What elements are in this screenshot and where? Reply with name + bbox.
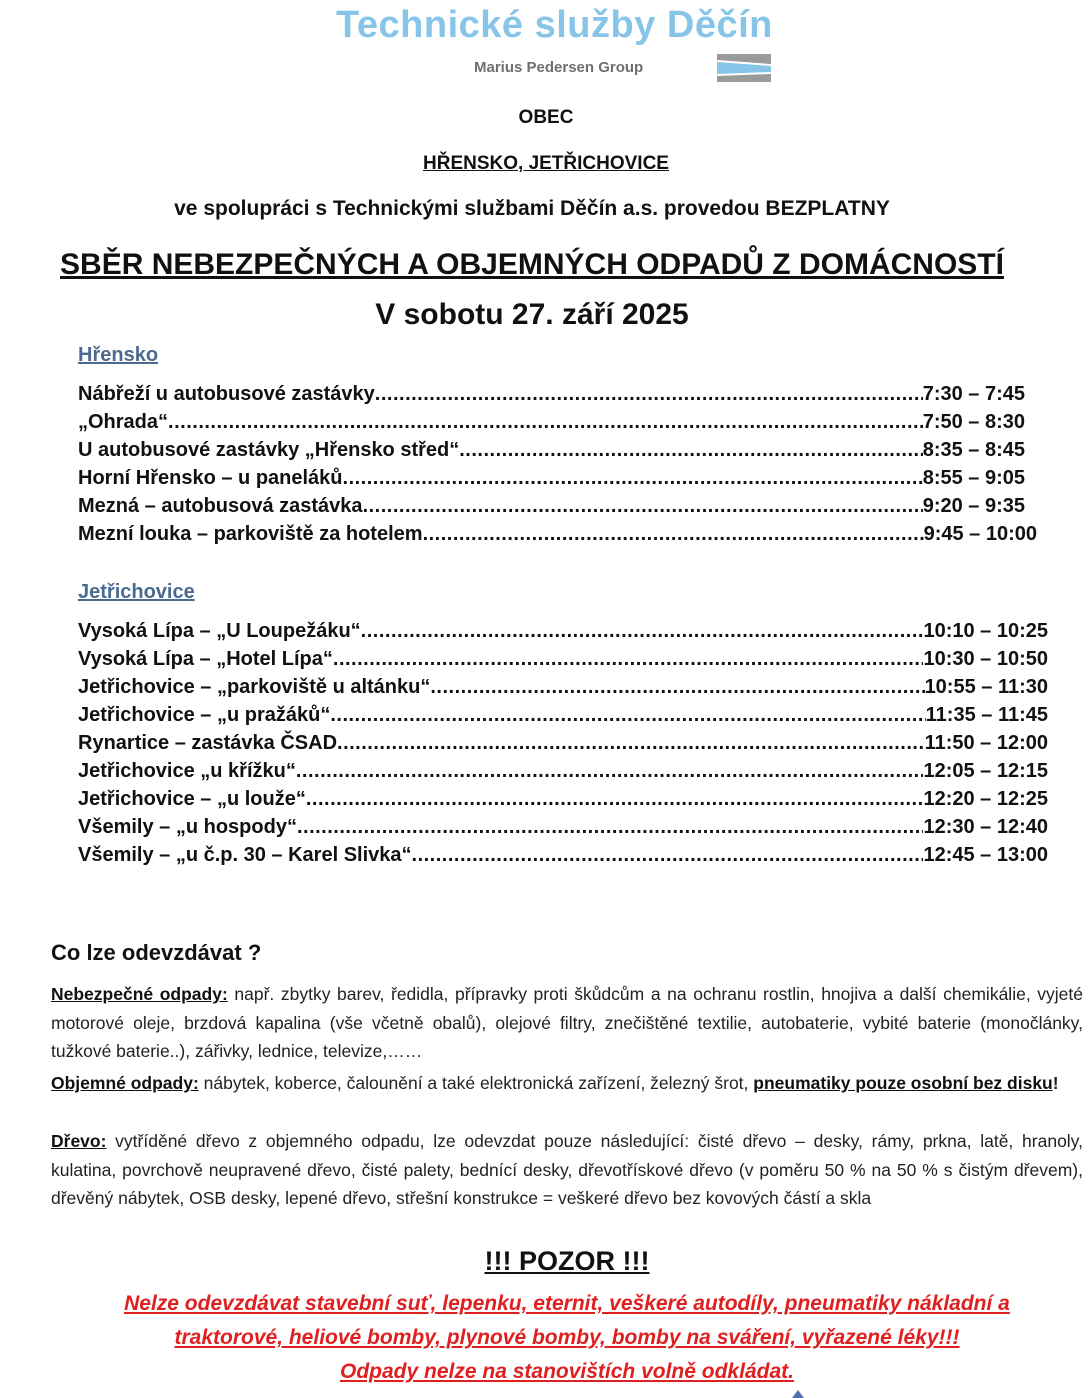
- stop-time: 8:55 – 9:05: [922, 467, 1025, 489]
- company-logo-text: Technické služby Děčín: [336, 4, 773, 46]
- stop-time: 10:55 – 11:30: [924, 676, 1048, 698]
- stop-name: U autobusové zastávky „Hřensko střed“: [78, 439, 460, 461]
- bulky-waste-label: Objemné odpady:: [51, 1073, 199, 1093]
- stop-time: 12:45 – 13:00: [923, 844, 1048, 866]
- schedule-row: [78, 411, 1025, 437]
- dot-leader: [330, 704, 925, 727]
- caret-up-icon: [792, 1390, 804, 1398]
- warning-line-3: Odpady nelze na stanovištích volně odkládat.: [340, 1360, 794, 1383]
- stop-name: Vysoká Lípa – „U Loupežáku“: [78, 620, 361, 642]
- warning-line-2: traktorové, heliové bomby, plynové bomby, bomby na sváření, vyřazené léky!!!: [174, 1326, 960, 1349]
- schedule-row: [78, 439, 1025, 465]
- stop-time: 12:20 – 12:25: [923, 788, 1048, 810]
- dot-leader: [430, 676, 924, 699]
- dot-leader: [333, 648, 924, 671]
- stop-name: Nábřeží u autobusové zastávky: [78, 383, 375, 405]
- section-heading-jetrichovice: Jetřichovice: [78, 581, 195, 603]
- group-name: Marius Pedersen Group: [474, 59, 644, 76]
- hazardous-waste-label: Nebezpečné odpady:: [51, 984, 228, 1004]
- stop-name: Vysoká Lípa – „Hotel Lípa“: [78, 648, 333, 670]
- stop-name: Všemily – „u č.p. 30 – Karel Slivka“: [78, 844, 412, 866]
- dot-leader: [337, 732, 925, 755]
- wood-label: Dřevo:: [51, 1131, 107, 1151]
- schedule-row: [78, 620, 1048, 646]
- schedule-row: [78, 788, 1048, 814]
- section-heading-hrensko: Hřensko: [78, 344, 159, 366]
- schedule-row: [78, 760, 1048, 786]
- dot-leader: [343, 467, 923, 490]
- schedule-row: [78, 523, 1037, 549]
- stop-name: Jetřichovice – „u pražáků“: [78, 704, 331, 726]
- bulky-waste-text: nábytek, koberce, čalounění a také elektronická zařízení, železný šrot,: [198, 1073, 754, 1093]
- schedule-row: [78, 495, 1025, 521]
- stop-name: „Ohrada“: [78, 411, 169, 433]
- stop-time: 7:30 – 7:45: [922, 383, 1025, 405]
- stop-name: Mezní louka – parkoviště za hotelem: [78, 523, 423, 545]
- cooperation-line: ve spolupráci s Technickými službami Děčín a.s. provedou BEZPLATNY: [174, 197, 890, 220]
- stop-time: 11:35 – 11:45: [925, 704, 1048, 726]
- tyres-note-end: !: [1052, 1073, 1059, 1093]
- villages-heading: HŘENSKO, JETŘICHOVICE: [423, 153, 669, 174]
- stop-name: Rynartice – zastávka ČSAD: [78, 732, 338, 754]
- dot-leader: [375, 383, 923, 406]
- schedule-row: [78, 467, 1025, 493]
- stop-time: 9:45 – 10:00: [923, 523, 1037, 545]
- stop-name: Jetřichovice – „parkoviště u altánku“: [78, 676, 431, 698]
- wood-text: vytříděné dřevo z objemného odpadu, lze odevzdat pouze následující: čisté dřevo – desky, rámy, prkna, latě, hranoly, kulatina, povrchově neupravené dřevo, čisté palety, bednící desky, dřevotřískové dřevo (v poměru 50 % na 50 % s čistým dřevem), dřevěný nábytek, OSB desky, lepené dřevo, střešní konstrukce = veškeré dřevo bez kovových částí a skla: [51, 1131, 1083, 1208]
- schedule-row: [78, 383, 1025, 409]
- stop-time: 12:05 – 12:15: [923, 760, 1048, 782]
- stop-time: 10:10 – 10:25: [923, 620, 1048, 642]
- schedule-row: [78, 676, 1048, 702]
- schedule-row: [78, 704, 1048, 730]
- stop-time: 12:30 – 12:40: [923, 816, 1048, 838]
- schedule-row: [78, 648, 1048, 674]
- stop-time: 7:50 – 8:30: [922, 411, 1025, 433]
- dot-leader: [363, 495, 923, 518]
- dot-leader: [423, 523, 924, 546]
- stop-name: Všemily – „u hospody“: [78, 816, 297, 838]
- schedule-row: [78, 816, 1048, 842]
- hazardous-waste-text: např. zbytky barev, ředidla, přípravky proti škůdcům a na ochranu rostlin, hnojiva a další chemikálie, vyjeté motorové oleje, brzdová kapalina (vše včetně obalů), olejové filtry, znečištěné textilie, autobaterie, vybité baterie (monočlánky, tužkové baterie..), zářivky, lednice, televize,……: [51, 984, 1083, 1061]
- bulky-waste-paragraph: [51, 1069, 1083, 1098]
- stop-time: 9:20 – 9:35: [922, 495, 1025, 517]
- warning-line-1: Nelze odevzdávat stavební suť, lepenku, eternit, veškeré autodíly, pneumatiky nákladní a: [124, 1292, 1010, 1315]
- stop-name: Jetřichovice „u křížku“: [78, 760, 296, 782]
- tyres-note: pneumatiky pouze osobní bez disku: [753, 1073, 1053, 1093]
- dot-leader: [412, 844, 924, 867]
- stop-name: Mezná – autobusová zastávka: [78, 495, 363, 517]
- stop-time: 11:50 – 12:00: [924, 732, 1048, 754]
- stop-time: 10:30 – 10:50: [923, 648, 1048, 670]
- dot-leader: [168, 411, 923, 434]
- dot-leader: [361, 620, 924, 643]
- dot-leader: [306, 788, 924, 811]
- group-logo-icon: [717, 54, 771, 82]
- main-title: SBĚR NEBEZPEČNÝCH A OBJEMNÝCH ODPADŮ Z DOMÁCNOSTÍ: [60, 248, 1004, 281]
- hazardous-waste-paragraph: [51, 980, 1083, 1066]
- obec-label: OBEC: [518, 107, 574, 128]
- stop-name: Horní Hřensko – u paneláků: [78, 467, 343, 489]
- schedule-row: [78, 732, 1048, 758]
- warning-heading: !!! POZOR !!!: [484, 1246, 650, 1276]
- event-date: V sobotu 27. září 2025: [375, 298, 689, 331]
- stop-time: 8:35 – 8:45: [922, 439, 1025, 461]
- stop-name: Jetřichovice – „u louže“: [78, 788, 306, 810]
- dot-leader: [296, 760, 924, 783]
- what-accepted-heading: Co lze odevzdávat ?: [51, 940, 262, 965]
- dot-leader: [459, 439, 922, 462]
- wood-paragraph: [51, 1127, 1083, 1213]
- schedule-row: [78, 844, 1048, 870]
- dot-leader: [297, 816, 924, 839]
